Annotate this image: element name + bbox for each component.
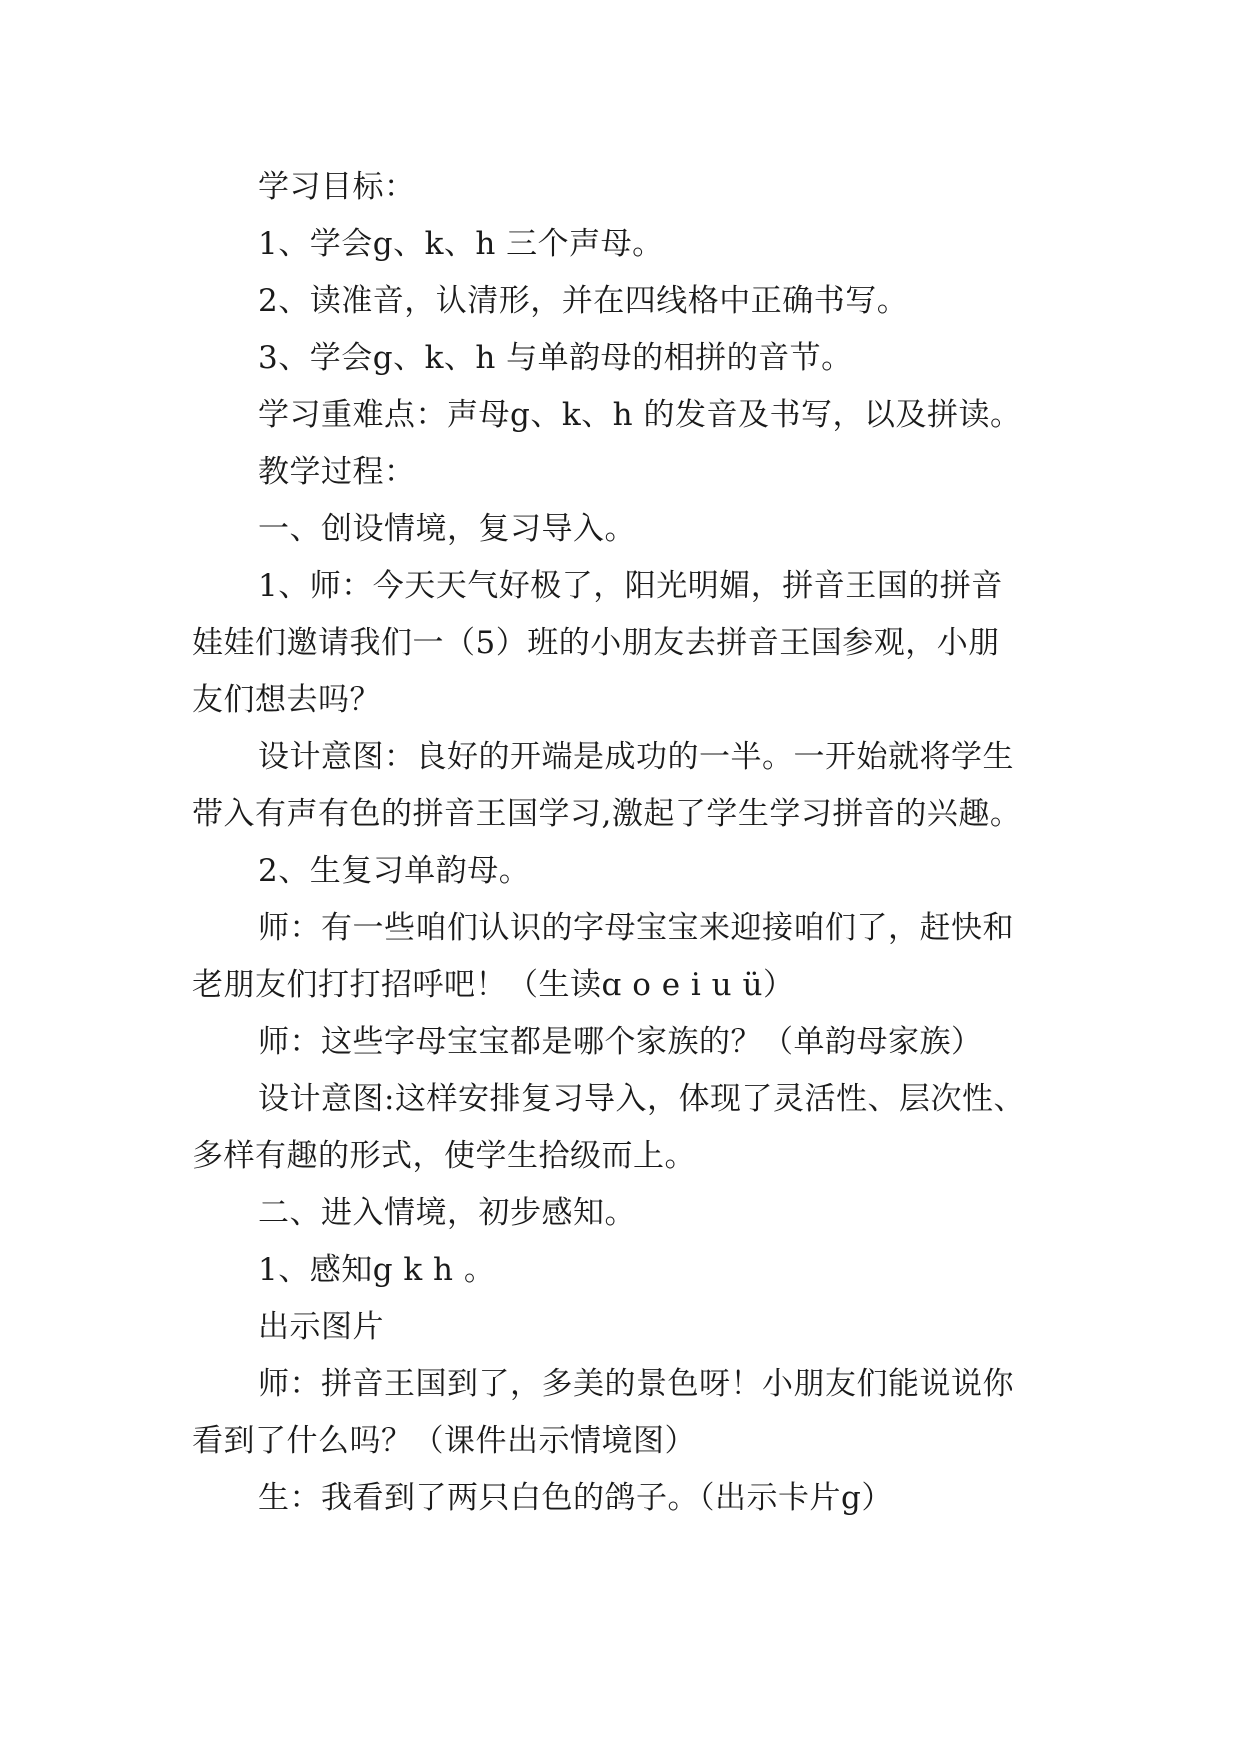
text-line: 生：我看到了两只白色的鸽子。（出示卡片g） xyxy=(258,1480,893,1516)
text-line: 师：这些字母宝宝都是哪个家族的？（单韵母家族） xyxy=(258,1024,983,1060)
text-line: 师：有一些咱们认识的字母宝宝来迎接咱们了，赶快和 xyxy=(258,910,1014,946)
text-line: 设计意图：良好的开端是成功的一半。一开始就将学生 xyxy=(258,739,1014,775)
text-line: 二、进入情境，初步感知。 xyxy=(258,1195,636,1231)
text-line: 出示图片 xyxy=(258,1309,384,1345)
text-line: 学习重难点：声母g、k、h 的发音及书写，以及拼读。 xyxy=(258,397,1022,433)
text-line: 友们想去吗？ xyxy=(192,682,381,718)
text-line: 老朋友们打打招呼吧！（生读ɑ o e i u ü） xyxy=(192,967,795,1003)
text-line: 1、师：今天天气好极了，阳光明媚，拼音王国的拼音 xyxy=(258,568,1003,604)
text-line: 1、学会g、k、h 三个声母。 xyxy=(258,226,664,262)
text-line: 师：拼音王国到了，多美的景色呀！小朋友们能说说你 xyxy=(258,1366,1014,1402)
text-line: 娃娃们邀请我们一（5）班的小朋友去拼音王国参观，小朋 xyxy=(192,625,1000,661)
text-line: 设计意图:这样安排复习导入，体现了灵活性、层次性、 xyxy=(258,1081,1025,1117)
text-line: 2、读准音，认清形，并在四线格中正确书写。 xyxy=(258,283,909,319)
text-line: 带入有声有色的拼音王国学习,激起了学生学习拼音的兴趣。 xyxy=(192,796,1022,832)
text-line: 2、生复习单韵母。 xyxy=(258,853,531,889)
text-line: 看到了什么吗？（课件出示情境图） xyxy=(192,1423,696,1459)
text-line: 教学过程： xyxy=(258,454,416,490)
text-line: 1、感知g k h 。 xyxy=(258,1252,496,1288)
text-line: 3、学会g、k、h 与单韵母的相拼的音节。 xyxy=(258,340,853,376)
text-line: 一、创设情境，复习导入。 xyxy=(258,511,636,547)
text-line: 多样有趣的形式，使学生拾级而上。 xyxy=(192,1138,696,1174)
text-line: 学习目标： xyxy=(258,169,416,205)
